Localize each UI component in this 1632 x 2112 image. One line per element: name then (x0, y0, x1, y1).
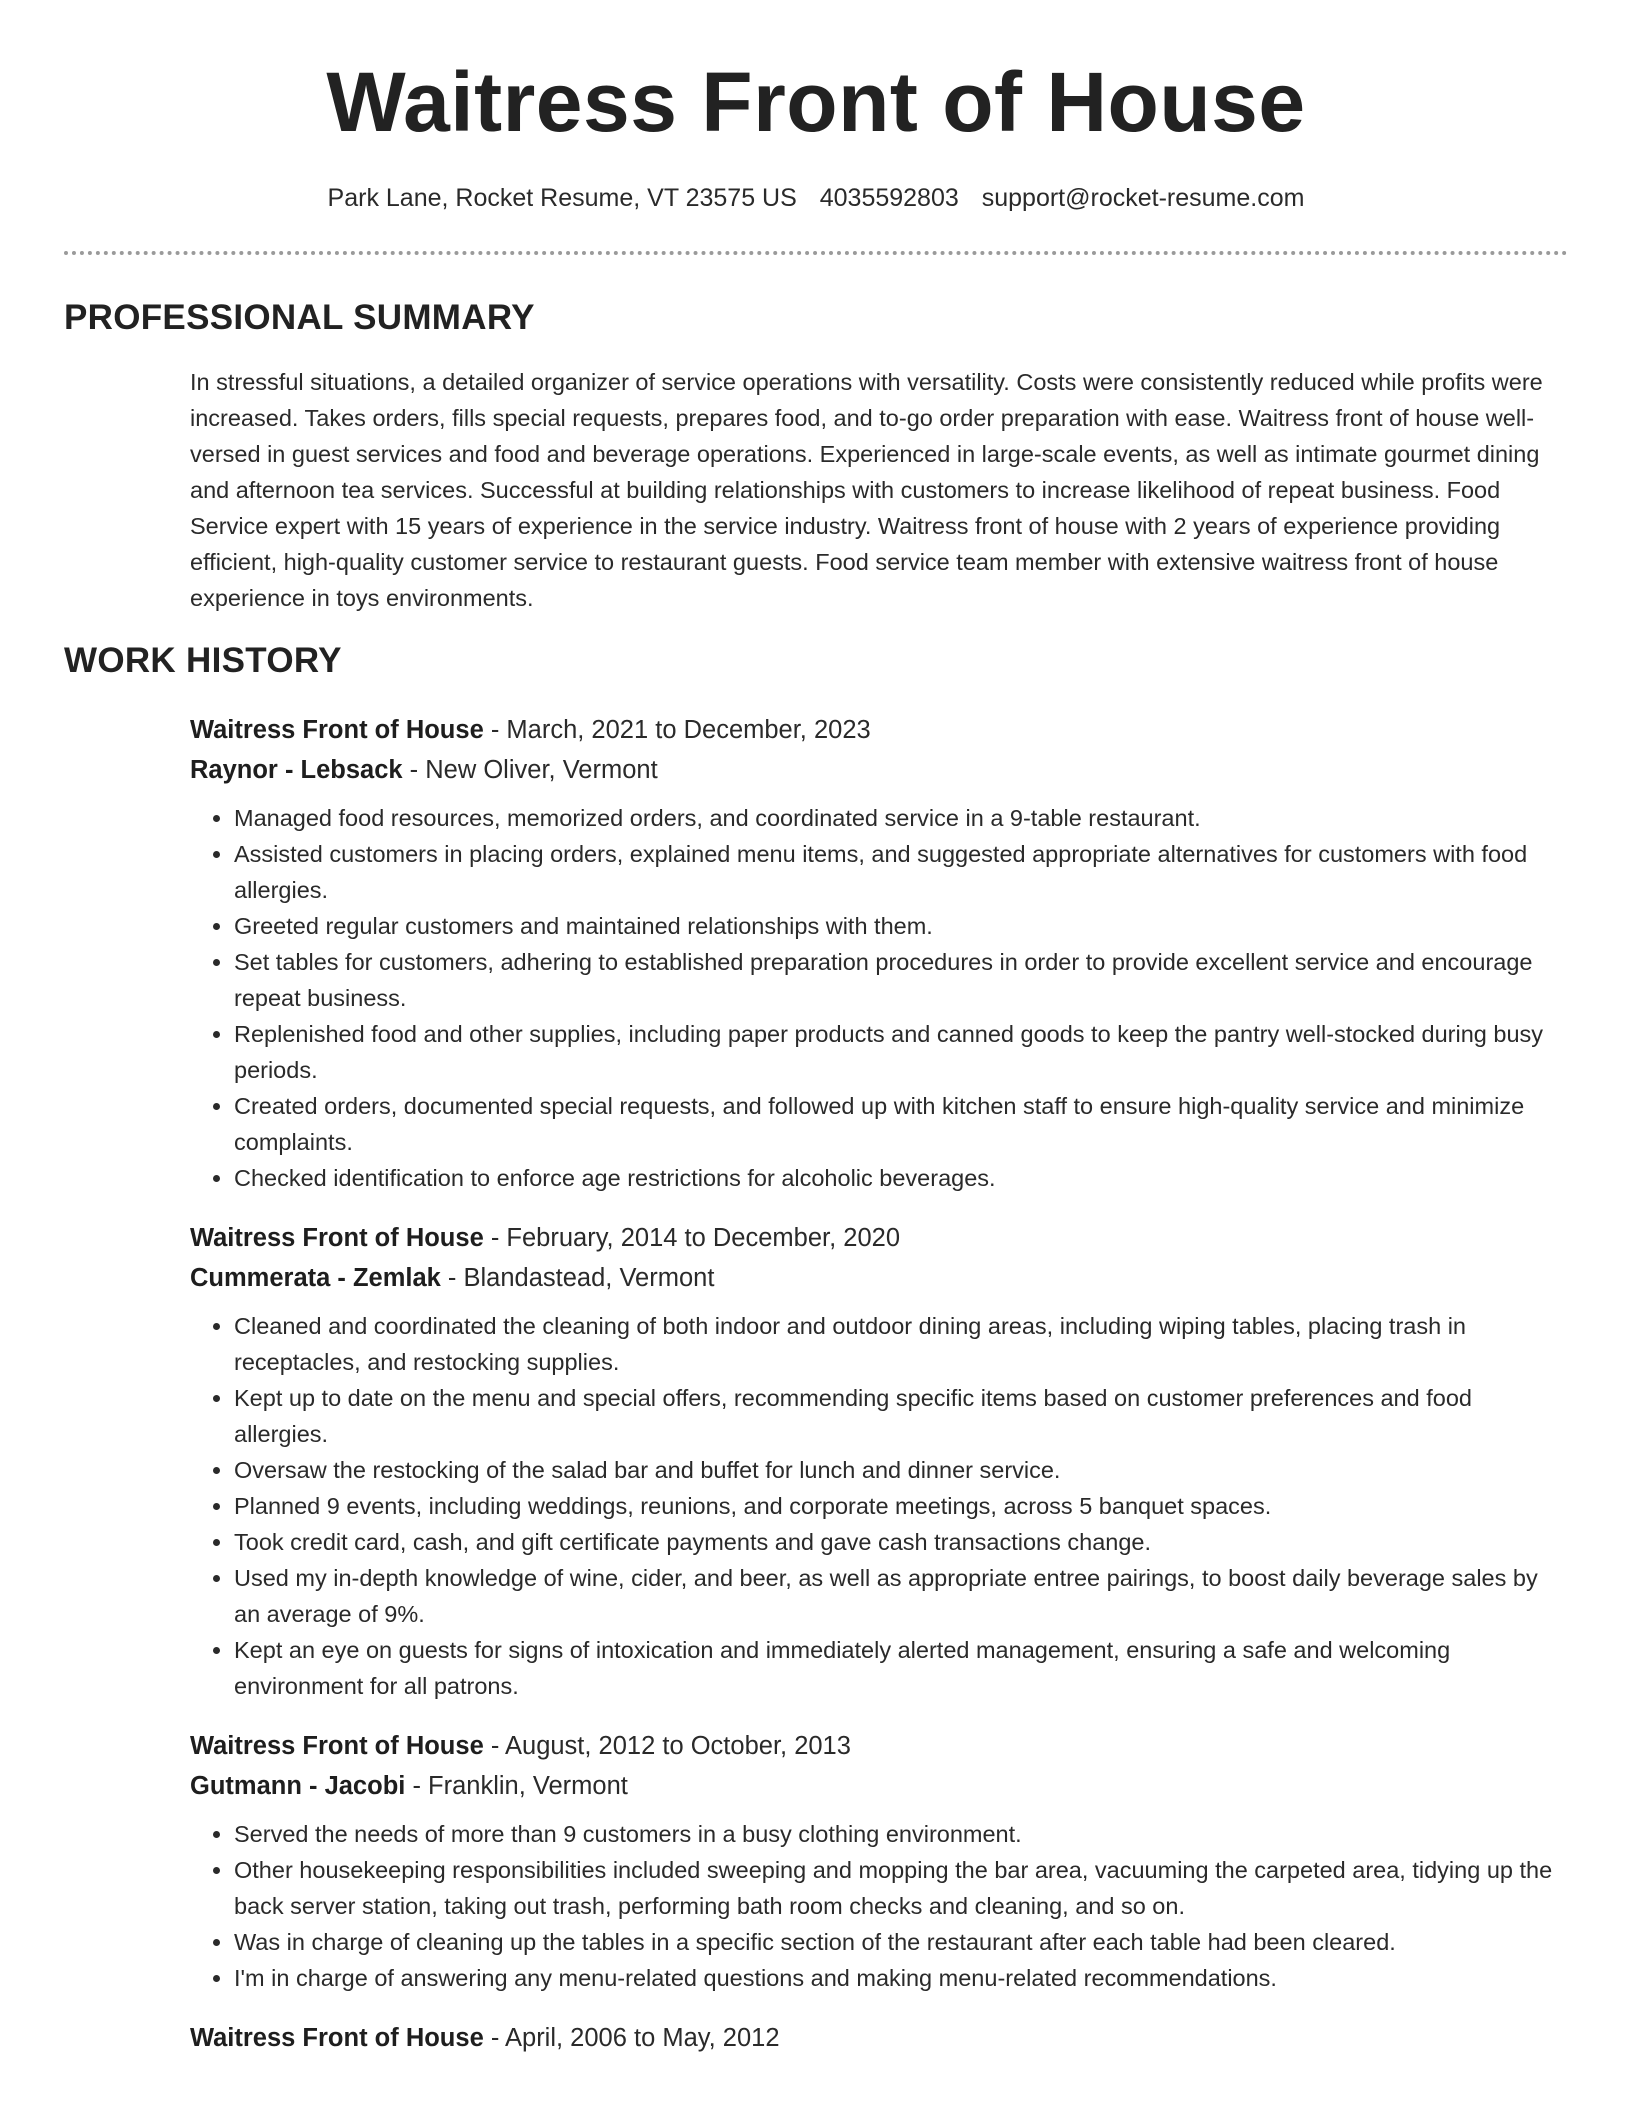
summary-heading: PROFESSIONAL SUMMARY (64, 298, 535, 337)
job-company: Gutmann - Jacobi (190, 1772, 406, 1800)
job-bullet: • Managed food resources, memorized orders, and coordinated service in a 9-table restaurant. (234, 800, 1570, 836)
job-bullet: • Planned 9 events, including weddings, reunions, and corporate meetings, across 5 banquet spaces. (234, 1488, 1570, 1524)
job-title-line (190, 2018, 1570, 2058)
job-bullet: • Was in charge of cleaning up the tables in a specific section of the restaurant after each table had been cleared. (234, 1924, 1570, 1960)
job-entry (190, 1218, 1570, 1704)
header-divider (64, 251, 1568, 255)
job-title: Waitress Front of House (190, 1224, 484, 1252)
job-bullet: • Replenished food and other supplies, including paper products and canned goods to keep the pantry well-stocked during busy periods. (234, 1016, 1570, 1088)
job-bullet: • Took credit card, cash, and gift certificate payments and gave cash transactions change. (234, 1524, 1570, 1560)
job-entry (190, 2018, 1570, 2058)
job-title: Waitress Front of House (190, 2024, 484, 2052)
job-bullet: • Used my in-depth knowledge of wine, cider, and beer, as well as appropriate entree pairings, to boost daily beverage sales by an average of 9%. (234, 1560, 1570, 1632)
job-bullet: • Served the needs of more than 9 customers in a busy clothing environment. (234, 1816, 1570, 1852)
job-company-line (190, 1258, 1570, 1298)
job-company-line (190, 750, 1570, 790)
job-title-line (190, 1218, 1570, 1258)
work-history-heading: WORK HISTORY (64, 641, 342, 680)
job-bullet: • I'm in charge of answering any menu-related questions and making menu-related recommendations. (234, 1960, 1570, 1996)
job-bullets (190, 1308, 1570, 1704)
job-bullet: • Created orders, documented special requests, and followed up with kitchen staff to ensure high-quality service and minimize complaints. (234, 1088, 1570, 1160)
job-location: - Franklin, Vermont (405, 1772, 628, 1800)
job-entry (190, 1726, 1570, 1996)
job-dates: - March, 2021 to December, 2023 (483, 716, 871, 744)
job-title-line (190, 1726, 1570, 1766)
contact-line (0, 181, 1632, 215)
job-company: Raynor - Lebsack (190, 756, 403, 784)
job-bullet: • Set tables for customers, adhering to established preparation procedures in order to provide excellent service and encourage repeat business. (234, 944, 1570, 1016)
job-title-line (190, 710, 1570, 750)
job-bullet: • Greeted regular customers and maintained relationships with them. (234, 908, 1570, 944)
job-company-line (190, 1766, 1570, 1806)
job-bullet: • Cleaned and coordinated the cleaning of both indoor and outdoor dining areas, including wiping tables, placing trash in receptacles, and restocking supplies. (234, 1308, 1570, 1380)
job-bullet: • Checked identification to enforce age restrictions for alcoholic beverages. (234, 1160, 1570, 1196)
job-location: - Blandastead, Vermont (440, 1264, 715, 1292)
job-bullets (190, 1816, 1570, 1996)
job-bullets (190, 800, 1570, 1196)
summary-text: In stressful situations, a detailed organizer of service operations with versatility. Costs were consistently reduced while profits were increased. Takes orders, fills special requests, prepares food, and to-go order preparation with ease. Waitress front of house well-versed in guest services and food and beverage operations. Experienced in large-scale events, as well as intimate gourmet dining and afternoon tea services. Successful at building relationships with customers to increase likelihood of repeat business. Food Service expert with 15 years of experience in the service industry. Waitress front of house with 2 years of experience providing efficient, high-quality customer service to restaurant guests. Food service team member with extensive waitress front of house experience in toys environments. (190, 369, 1543, 611)
job-location: - New Oliver, Vermont (402, 756, 658, 784)
job-title: Waitress Front of House (190, 1732, 484, 1760)
work-history-list (190, 710, 1570, 2080)
job-bullet: • Kept an eye on guests for signs of intoxication and immediately alerted management, ensuring a safe and welcoming environment for all patrons. (234, 1632, 1570, 1704)
contact-phone: 4035592803 (819, 184, 959, 212)
job-entry (190, 710, 1570, 1196)
job-title: Waitress Front of House (190, 716, 484, 744)
job-company: Cummerata - Zemlak (190, 1264, 441, 1292)
contact-address: Park Lane, Rocket Resume, VT 23575 US (327, 184, 797, 212)
job-bullet: • Kept up to date on the menu and special offers, recommending specific items based on customer preferences and food allergies. (234, 1380, 1570, 1452)
job-bullet: • Assisted customers in placing orders, explained menu items, and suggested appropriate alternatives for customers with food allergies. (234, 836, 1570, 908)
job-dates: - August, 2012 to October, 2013 (483, 1732, 851, 1760)
contact-email: support@rocket-resume.com (981, 184, 1305, 212)
resume-name: Waitress Front of House (326, 55, 1306, 149)
job-bullet: • Other housekeeping responsibilities included sweeping and mopping the bar area, vacuuming the carpeted area, tidying up the back server station, taking out trash, performing bath room checks and cleaning, and so on. (234, 1852, 1570, 1924)
job-dates: - February, 2014 to December, 2020 (483, 1224, 901, 1252)
job-bullet: • Oversaw the restocking of the salad bar and buffet for lunch and dinner service. (234, 1452, 1570, 1488)
job-dates: - April, 2006 to May, 2012 (483, 2024, 780, 2052)
